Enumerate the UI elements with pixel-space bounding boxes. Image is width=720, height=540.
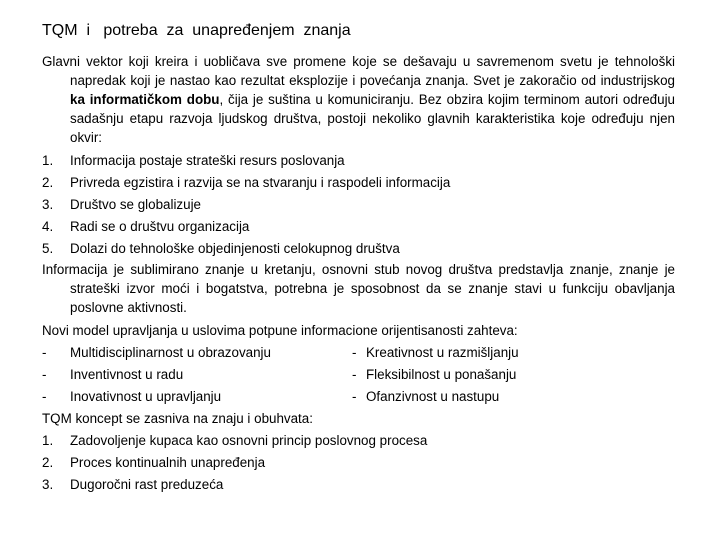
intro-text-end: , čija je suština u komuniciranju. Bez obzira kojim terminom autori određuju sadašnju etapu razvoja ljudskog društva, postoji nekoliko glavnih karakteristika koje određuju njen okvir:: [70, 92, 676, 145]
intro-text-start: Glavni vektor koji kreira i uobličava sve promene koje se dešavaju u savremenom svetu je tehnološki napredak koji je nastao kao rezultat eksplozije i povećanja znanja. Svet je zakoračio od industrijskog: [42, 54, 675, 88]
list-item-text: Dolazi do tehnološke objedinjenosti celokupnog društva: [70, 241, 400, 256]
requirement-item: [42, 342, 352, 364]
tqm-list: [42, 430, 675, 496]
list-item-number: 2.: [42, 175, 54, 190]
requirement-text: Ofanzivnost u nastupu: [366, 389, 500, 404]
list-item-number: 2.: [42, 455, 54, 470]
requirement-text: Kreativnost u razmišljanju: [366, 345, 519, 360]
list-item-text: Informacija postaje strateški resurs poslovanja: [70, 153, 345, 168]
requirement-item: [352, 386, 675, 408]
requirements-row: [42, 342, 675, 364]
dash-bullet: -: [42, 389, 47, 404]
model-heading: Novi model upravljanja u uslovima potpune informacione orijentisanosti zahteva:: [42, 323, 518, 338]
list-item-text: Radi se o društvu organizacija: [70, 219, 250, 234]
dash-bullet: -: [352, 389, 357, 404]
dash-bullet: -: [352, 345, 357, 360]
list-item: [42, 430, 675, 452]
list-item-text: Proces kontinualnih unapređenja: [70, 455, 266, 470]
list-item: [42, 474, 675, 496]
intro-bold-text: ka informatičkom dobu: [70, 92, 220, 107]
requirement-item: [352, 342, 675, 364]
requirements-row: [42, 364, 675, 386]
requirement-item: [42, 364, 352, 386]
list-item-text: Društvo se globalizuje: [70, 197, 201, 212]
requirement-text: Inovativnost u upravljanju: [70, 389, 222, 404]
list-item-number: 4.: [42, 219, 54, 234]
requirement-text: Multidisciplinarnost u obrazovanju: [70, 345, 271, 360]
tqm-heading: TQM koncept se zasniva na znaju i obuhvata:: [42, 411, 313, 426]
list-item-number: 1.: [42, 153, 54, 168]
list-item: [42, 194, 675, 216]
list-item-number: 3.: [42, 197, 54, 212]
requirements-list: [42, 342, 675, 408]
list-item-text: Dugoročni rast preduzeća: [70, 477, 224, 492]
list-item: [42, 216, 675, 238]
list-item: [42, 238, 675, 260]
slide-body: [42, 52, 675, 496]
dash-bullet: -: [42, 345, 47, 360]
list-item: [42, 150, 675, 172]
list-item-number: 3.: [42, 477, 54, 492]
list-item: [42, 452, 675, 474]
requirement-text: Fleksibilnost u ponašanju: [366, 367, 517, 382]
requirement-item: [42, 386, 352, 408]
dash-bullet: -: [42, 367, 47, 382]
list-item-text: Zadovoljenje kupaca kao osnovni princip poslovnog procesa: [70, 433, 428, 448]
list-item-text: Privreda egzistira i razvija se na stvaranju i raspodeli informacija: [70, 175, 451, 190]
characteristics-list: [42, 150, 675, 260]
information-paragraph: Informacija je sublimirano znanje u kretanju, osnovni stub novog društva predstavlja znanje, znanje je strateški izvor moći i bogatstva, potrebna je sposobnost da se znanje stavi u funkciju obavljanja poslovne aktivnosti.: [42, 262, 675, 315]
requirements-row: [42, 386, 675, 408]
dash-bullet: -: [352, 367, 357, 382]
list-item-number: 1.: [42, 433, 54, 448]
requirement-text: Inventivnost u radu: [70, 367, 184, 382]
intro-paragraph: [42, 52, 675, 147]
list-item-number: 5.: [42, 241, 54, 256]
requirement-item: [352, 364, 675, 386]
list-item: [42, 172, 675, 194]
slide-title: TQM i potreba za unapređenjem znanja: [42, 22, 351, 39]
